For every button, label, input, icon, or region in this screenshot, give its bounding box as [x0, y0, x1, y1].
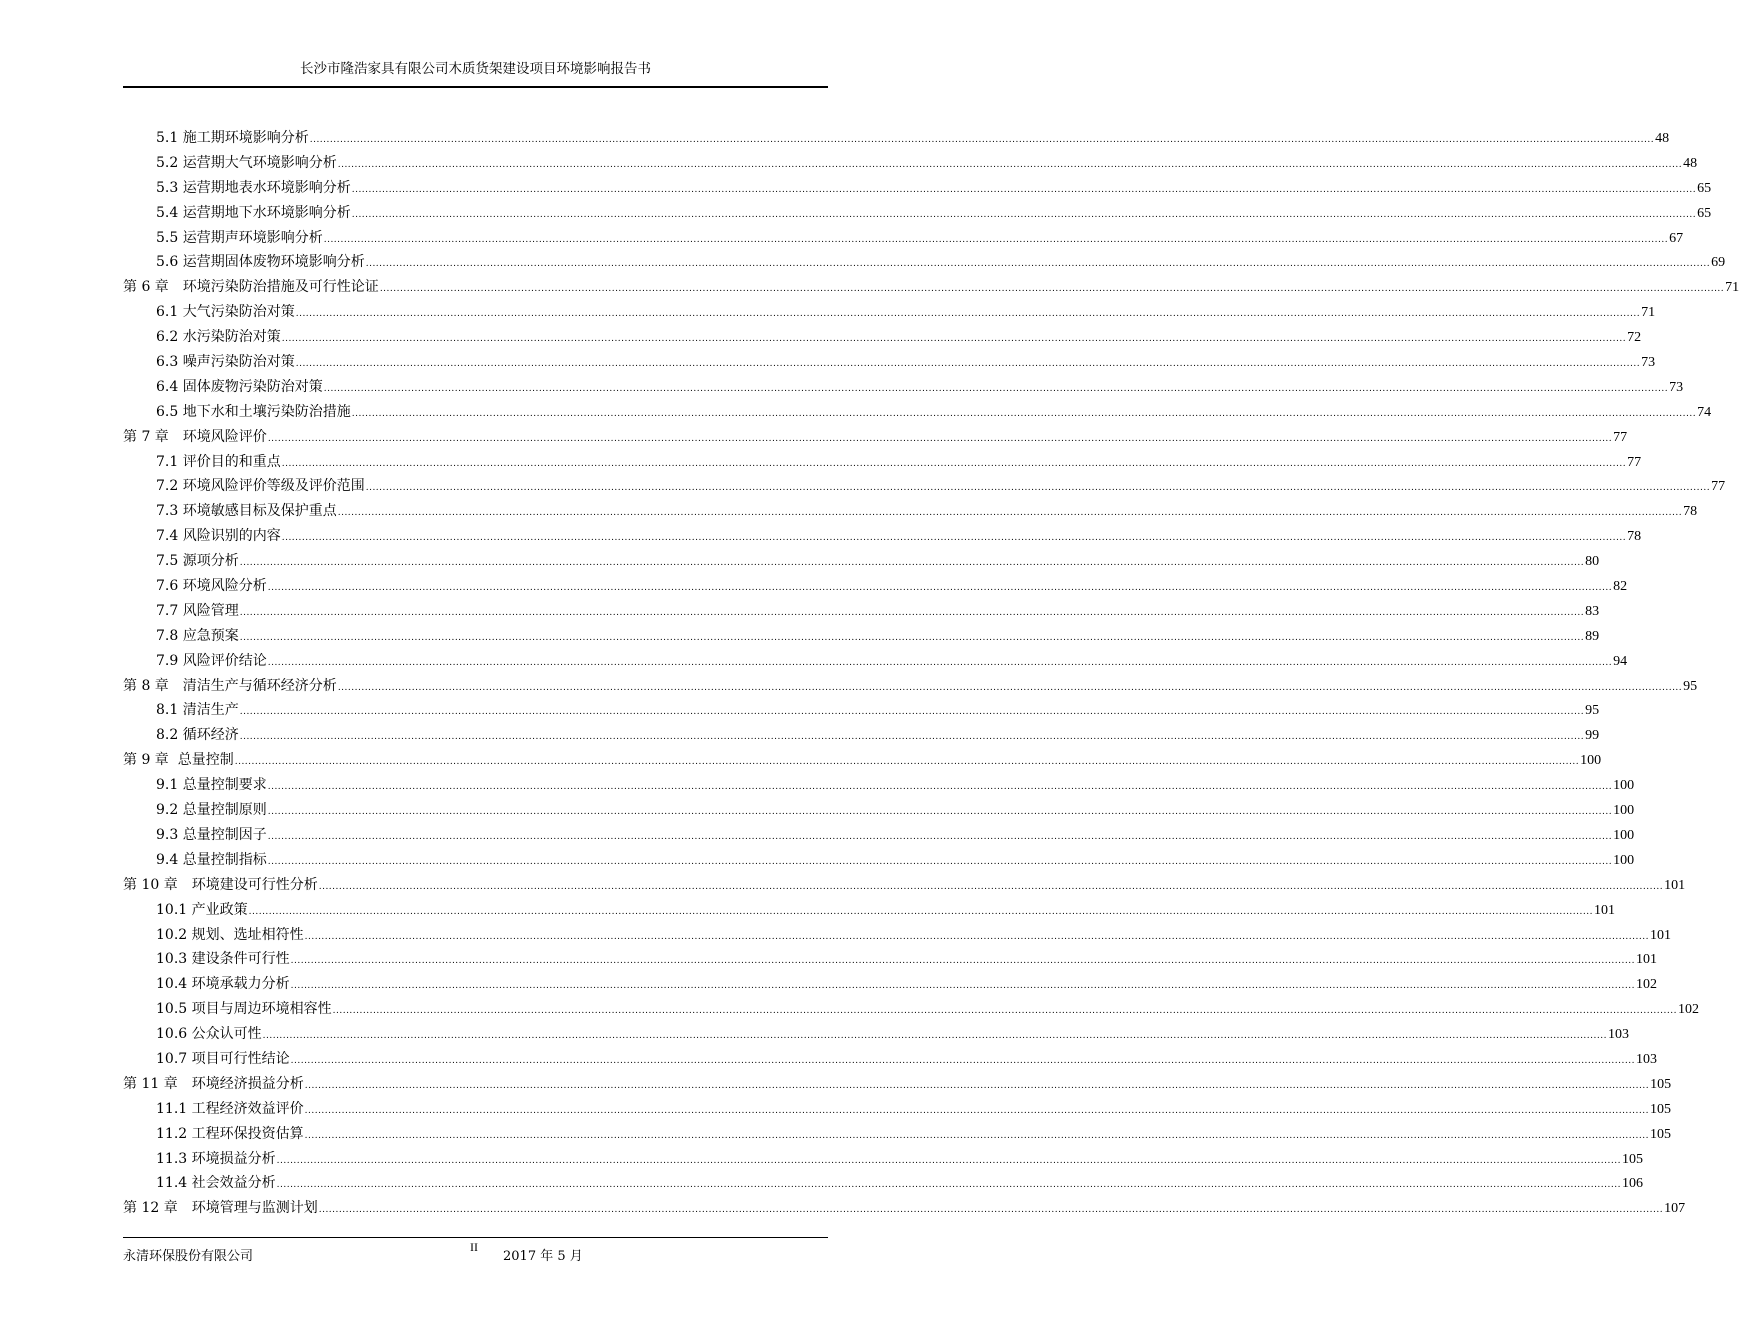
toc-dot-leader: ................................................................................................................................................................................................................................................................................................................................................................................................................: [365, 259, 1711, 270]
toc-section-entry[interactable]: [123, 176, 1712, 201]
toc-page-number: 105: [1650, 1076, 1672, 1092]
toc-section-entry[interactable]: [123, 798, 1635, 823]
toc-section-entry[interactable]: [123, 474, 1726, 499]
toc-entry-title: 11.1 工程经济效益评价: [156, 1100, 304, 1117]
toc-section-entry[interactable]: [123, 823, 1635, 848]
toc-dot-leader: ................................................................................................................................................................................................................................................................................................................................................................................................................: [304, 1080, 1650, 1091]
toc-entry-title: 11.4 社会效益分析: [156, 1175, 276, 1192]
toc-entry-title: 10.5 项目与周边环境相容性: [156, 1001, 332, 1018]
toc-entry-title: 5.6 运营期固体废物环境影响分析: [156, 254, 365, 271]
toc-entry-title: 10.4 环境承载力分析: [156, 976, 290, 993]
toc-entry-title: 6.1 大气污染防治对策: [156, 304, 295, 321]
toc-dot-leader: ................................................................................................................................................................................................................................................................................................................................................................................................................: [239, 632, 1585, 643]
toc-section-entry[interactable]: [123, 599, 1600, 624]
toc-entry-title: 第 12 章 环境管理与监测计划: [123, 1200, 318, 1217]
toc-dot-leader: ................................................................................................................................................................................................................................................................................................................................................................................................................: [337, 682, 1683, 693]
toc-dot-leader: ................................................................................................................................................................................................................................................................................................................................................................................................................: [239, 707, 1585, 718]
toc-section-entry[interactable]: [123, 1122, 1671, 1147]
toc-page-number: 80: [1585, 554, 1600, 570]
toc-dot-leader: ................................................................................................................................................................................................................................................................................................................................................................................................................: [323, 234, 1669, 245]
toc-page-number: 105: [1649, 1101, 1671, 1117]
toc-entry-title: 7.7 风险管理: [156, 602, 239, 619]
toc-entry-title: 10.3 建设条件可行性: [156, 951, 290, 968]
toc-dot-leader: ................................................................................................................................................................................................................................................................................................................................................................................................................: [276, 1155, 1621, 1166]
toc-section-entry[interactable]: [123, 947, 1657, 972]
toc-page-number: 77: [1613, 429, 1628, 445]
toc-entry-title: 10.1 产业政策: [156, 901, 248, 918]
toc-section-entry[interactable]: [123, 923, 1671, 948]
toc-page-number: 73: [1641, 355, 1656, 371]
toc-dot-leader: ................................................................................................................................................................................................................................................................................................................................................................................................................: [267, 583, 1613, 594]
toc-section-entry[interactable]: [123, 698, 1600, 723]
toc-entry-title: 7.2 环境风险评价等级及评价范围: [156, 478, 365, 495]
toc-section-entry[interactable]: [123, 549, 1600, 574]
toc-dot-leader: ................................................................................................................................................................................................................................................................................................................................................................................................................: [267, 807, 1613, 818]
toc-entry-title: 7.1 评价目的和重点: [156, 453, 281, 470]
toc-dot-leader: ................................................................................................................................................................................................................................................................................................................................................................................................................: [337, 159, 1683, 170]
toc-chapter-entry[interactable]: [123, 1072, 1672, 1097]
toc-page-number: 95: [1585, 703, 1600, 719]
toc-page-number: 77: [1711, 479, 1726, 495]
toc-page-number: 67: [1669, 230, 1684, 246]
toc-section-entry[interactable]: [123, 450, 1642, 475]
toc-chapter-entry[interactable]: [123, 748, 1602, 773]
toc-page-number: 94: [1613, 653, 1628, 669]
toc-page-number: 65: [1697, 205, 1712, 221]
toc-page-number: 99: [1585, 728, 1600, 744]
toc-dot-leader: ................................................................................................................................................................................................................................................................................................................................................................................................................: [304, 931, 1649, 942]
toc-page-number: 107: [1664, 1201, 1686, 1217]
toc-page-number: 103: [1635, 1051, 1657, 1067]
toc-dot-leader: ................................................................................................................................................................................................................................................................................................................................................................................................................: [267, 657, 1613, 668]
toc-chapter-entry[interactable]: [123, 1196, 1686, 1221]
toc-page-number: 102: [1677, 1002, 1699, 1018]
toc-dot-leader: ................................................................................................................................................................................................................................................................................................................................................................................................................: [290, 981, 1635, 992]
toc-section-entry[interactable]: [123, 126, 1670, 151]
toc-dot-leader: ................................................................................................................................................................................................................................................................................................................................................................................................................: [351, 184, 1697, 195]
toc-section-entry[interactable]: [123, 375, 1684, 400]
toc-dot-leader: ................................................................................................................................................................................................................................................................................................................................................................................................................: [318, 881, 1664, 892]
toc-entry-title: 第 11 章 环境经济损益分析: [123, 1075, 304, 1092]
toc-dot-leader: ................................................................................................................................................................................................................................................................................................................................................................................................................: [281, 533, 1627, 544]
toc-dot-leader: ................................................................................................................................................................................................................................................................................................................................................................................................................: [281, 334, 1627, 345]
toc-dot-leader: ................................................................................................................................................................................................................................................................................................................................................................................................................: [276, 1180, 1621, 1191]
toc-section-entry[interactable]: [123, 723, 1600, 748]
toc-entry-title: 7.5 源项分析: [156, 553, 239, 570]
toc-section-entry[interactable]: [123, 201, 1712, 226]
toc-page-number: 65: [1697, 180, 1712, 196]
toc-entry-title: 5.4 运营期地下水环境影响分析: [156, 204, 351, 221]
toc-page-number: 101: [1664, 877, 1686, 893]
toc-page-number: 102: [1635, 977, 1657, 993]
toc-entry-title: 第 8 章 清洁生产与循环经济分析: [123, 677, 337, 694]
toc-entry-title: 第 6 章 环境污染防治措施及可行性论证: [123, 279, 379, 296]
toc-dot-leader: ................................................................................................................................................................................................................................................................................................................................................................................................................: [239, 558, 1585, 569]
toc-dot-leader: ................................................................................................................................................................................................................................................................................................................................................................................................................: [267, 782, 1613, 793]
toc-page-number: 89: [1585, 628, 1600, 644]
toc-entry-title: 7.9 风险评价结论: [156, 652, 267, 669]
toc-entry-title: 6.5 地下水和土壤污染防治措施: [156, 403, 351, 420]
toc-dot-leader: ................................................................................................................................................................................................................................................................................................................................................................................................................: [309, 135, 1655, 145]
toc-entry-title: 11.2 工程环保投资估算: [156, 1125, 304, 1142]
toc-dot-leader: ................................................................................................................................................................................................................................................................................................................................................................................................................: [248, 906, 1593, 917]
toc-entry-title: 9.2 总量控制原则: [156, 802, 267, 819]
toc-entry-title: 10.7 项目可行性结论: [156, 1050, 290, 1067]
toc-page-number: 48: [1655, 131, 1670, 146]
toc-dot-leader: ................................................................................................................................................................................................................................................................................................................................................................................................................: [365, 483, 1711, 494]
toc-page-number: 69: [1711, 255, 1726, 271]
toc-entry-title: 5.1 施工期环境影响分析: [156, 130, 309, 146]
toc-page-number: 73: [1669, 379, 1684, 395]
toc-section-entry[interactable]: [123, 151, 1698, 176]
toc-section-entry[interactable]: [123, 524, 1642, 549]
toc-entry-title: 10.6 公众认可性: [156, 1026, 262, 1043]
footer-divider: [123, 1237, 828, 1238]
toc-section-entry[interactable]: [123, 773, 1635, 798]
toc-dot-leader: ................................................................................................................................................................................................................................................................................................................................................................................................................: [304, 1105, 1649, 1116]
toc-page-number: 72: [1627, 330, 1642, 346]
toc-entry-title: 6.3 噪声污染防治对策: [156, 354, 295, 371]
toc-entry-title: 5.2 运营期大气环境影响分析: [156, 154, 337, 171]
toc-section-entry[interactable]: [123, 300, 1656, 325]
toc-page-number: 101: [1635, 952, 1657, 968]
toc-page-number: 105: [1621, 1151, 1643, 1167]
footer-company: 永清环保股份有限公司: [123, 1249, 254, 1264]
toc-entry-title: 9.4 总量控制指标: [156, 851, 267, 868]
toc-dot-leader: ................................................................................................................................................................................................................................................................................................................................................................................................................: [351, 408, 1697, 419]
toc-chapter-entry[interactable]: [123, 425, 1628, 450]
toc-dot-leader: ................................................................................................................................................................................................................................................................................................................................................................................................................: [239, 732, 1585, 743]
toc-page-number: 103: [1607, 1027, 1629, 1043]
toc-entry-title: 9.1 总量控制要求: [156, 777, 267, 794]
toc-entry-title: 第 10 章 环境建设可行性分析: [123, 876, 318, 893]
toc-page-number: 77: [1627, 454, 1642, 470]
toc-section-entry[interactable]: [123, 1022, 1629, 1047]
document-title: 长沙市隆浩家具有限公司木质货架建设项目环境影响报告书: [300, 61, 651, 77]
toc-entry-title: 6.2 水污染防治对策: [156, 329, 281, 346]
toc-page-number: 100: [1580, 753, 1602, 769]
toc-entry-title: 5.3 运营期地表水环境影响分析: [156, 179, 351, 196]
toc-page-number: 71: [1641, 305, 1656, 321]
toc-section-entry[interactable]: [123, 325, 1642, 350]
toc-dot-leader: ................................................................................................................................................................................................................................................................................................................................................................................................................: [290, 956, 1635, 967]
toc-dot-leader: ................................................................................................................................................................................................................................................................................................................................................................................................................: [379, 284, 1725, 295]
toc-dot-leader: ................................................................................................................................................................................................................................................................................................................................................................................................................: [267, 856, 1613, 867]
toc-entry-title: 11.3 环境损益分析: [156, 1150, 276, 1167]
toc-page-number: 95: [1683, 678, 1698, 694]
toc-dot-leader: ................................................................................................................................................................................................................................................................................................................................................................................................................: [281, 458, 1627, 469]
toc-dot-leader: ................................................................................................................................................................................................................................................................................................................................................................................................................: [295, 359, 1641, 370]
toc-section-entry[interactable]: [123, 1097, 1671, 1122]
toc-section-entry[interactable]: [123, 1147, 1643, 1172]
toc-dot-leader: ................................................................................................................................................................................................................................................................................................................................................................................................................: [295, 309, 1641, 320]
toc-chapter-entry[interactable]: [123, 275, 1739, 300]
toc-page-number: 78: [1683, 504, 1698, 520]
toc-dot-leader: ................................................................................................................................................................................................................................................................................................................................................................................................................: [234, 757, 1580, 768]
toc-section-entry[interactable]: [123, 1171, 1643, 1196]
toc-page-number: 100: [1613, 827, 1635, 843]
toc-section-entry[interactable]: [123, 997, 1699, 1022]
toc-section-entry[interactable]: [123, 898, 1615, 923]
toc-dot-leader: ................................................................................................................................................................................................................................................................................................................................................................................................................: [267, 433, 1613, 444]
toc-dot-leader: ................................................................................................................................................................................................................................................................................................................................................................................................................: [323, 383, 1669, 394]
toc-dot-leader: ................................................................................................................................................................................................................................................................................................................................................................................................................: [332, 1006, 1677, 1017]
toc-entry-title: 7.6 环境风险分析: [156, 578, 267, 595]
toc-section-entry[interactable]: [123, 250, 1726, 275]
toc-chapter-entry[interactable]: [123, 674, 1698, 699]
toc-section-entry[interactable]: [123, 1047, 1657, 1072]
footer-date: 2017 年 5 月: [503, 1249, 583, 1264]
toc-section-entry[interactable]: [123, 624, 1600, 649]
toc-dot-leader: ................................................................................................................................................................................................................................................................................................................................................................................................................: [337, 508, 1683, 519]
toc-section-entry[interactable]: [123, 574, 1628, 599]
toc-page-number: 106: [1621, 1176, 1643, 1192]
table-of-contents: [123, 126, 1739, 1221]
toc-page-number: 105: [1649, 1126, 1671, 1142]
toc-page-number: 100: [1613, 803, 1635, 819]
toc-entry-title: 8.2 循环经济: [156, 727, 239, 744]
header-divider: [123, 86, 828, 88]
toc-page-number: 78: [1627, 529, 1642, 545]
toc-entry-title: 5.5 运营期声环境影响分析: [156, 229, 323, 246]
toc-section-entry[interactable]: [123, 226, 1684, 251]
toc-dot-leader: ................................................................................................................................................................................................................................................................................................................................................................................................................: [267, 831, 1613, 842]
toc-dot-leader: ................................................................................................................................................................................................................................................................................................................................................................................................................: [351, 209, 1697, 220]
toc-dot-leader: ................................................................................................................................................................................................................................................................................................................................................................................................................: [318, 1205, 1664, 1216]
toc-section-entry[interactable]: [123, 499, 1698, 524]
toc-page-number: 100: [1613, 778, 1635, 794]
toc-entry-title: 10.2 规划、选址相符性: [156, 926, 304, 943]
toc-section-entry[interactable]: [123, 972, 1657, 997]
toc-entry-title: 9.3 总量控制因子: [156, 826, 267, 843]
toc-section-entry[interactable]: [123, 649, 1628, 674]
toc-page-number: 48: [1683, 155, 1698, 171]
toc-section-entry[interactable]: [123, 350, 1656, 375]
footer-page-number: II: [470, 1240, 478, 1254]
toc-entry-title: 第 7 章 环境风险评价: [123, 428, 267, 445]
toc-dot-leader: ................................................................................................................................................................................................................................................................................................................................................................................................................: [262, 1031, 1607, 1042]
toc-entry-title: 第 9 章 总量控制: [123, 752, 234, 769]
toc-entry-title: 7.8 应急预案: [156, 627, 239, 644]
toc-page-number: 101: [1593, 902, 1615, 918]
toc-page-number: 83: [1585, 603, 1600, 619]
toc-dot-leader: ................................................................................................................................................................................................................................................................................................................................................................................................................: [304, 1130, 1649, 1141]
toc-dot-leader: ................................................................................................................................................................................................................................................................................................................................................................................................................: [239, 607, 1585, 618]
toc-page-number: 101: [1649, 927, 1671, 943]
toc-page-number: 74: [1697, 404, 1712, 420]
toc-page-number: 71: [1725, 280, 1739, 296]
toc-section-entry[interactable]: [123, 848, 1635, 873]
toc-dot-leader: ................................................................................................................................................................................................................................................................................................................................................................................................................: [290, 1055, 1635, 1066]
toc-chapter-entry[interactable]: [123, 873, 1686, 898]
toc-entry-title: 6.4 固体废物污染防治对策: [156, 378, 323, 395]
toc-entry-title: 7.3 环境敏感目标及保护重点: [156, 503, 337, 520]
toc-entry-title: 8.1 清洁生产: [156, 702, 239, 719]
toc-page-number: 82: [1613, 579, 1628, 595]
toc-entry-title: 7.4 风险识别的内容: [156, 528, 281, 545]
toc-page-number: 100: [1613, 852, 1635, 868]
toc-section-entry[interactable]: [123, 400, 1712, 425]
